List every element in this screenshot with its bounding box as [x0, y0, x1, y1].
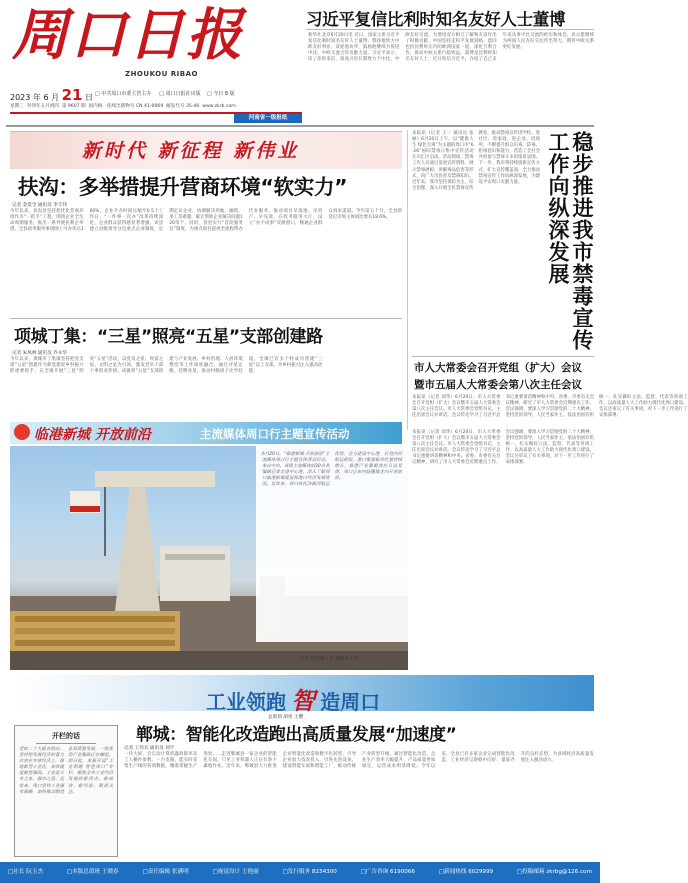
xiangcheng-text: 今年以来，项城市丁集镇坚持把党支部“五星”创建作为抓党建促乡村振兴的重要抓手，在全镇开展“三星”照亮“五星”活动，以党员之星、致富之星、文明之星为引领，激发党员干部干事创业热情。该镇将“五星”支部创建与产业发展、乡村治理、人居环境整治等工作深度融合，通过评星定级、挂牌亮星，推动村级班子比学赶超，全镇已有多个村成功创建“三星”以上支部，为乡村振兴注入强劲动能。	[10, 357, 323, 375]
drug-text: 本报讯（记者 王一 通讯员 张丽）6月20日上午，以“健康人生 绿色无毒”为主题的周口市“6·26”国际禁毒日集中宣传活动在川汇区启动。活动现场，禁毒工作人员通过发放宣传资料、展示禁毒展板、讲解毒品危害等形式，向广大市民普及禁毒知识。近年来，我市坚持预防为主、综合治理，深入开展全民禁毒宣传教育，推动禁毒宣传进学校、进社区、进家庭、进企业、进场所，不断提升群众识毒、防毒、拒毒意识和能力，营造了全社会共同参与禁毒斗争的浓厚氛围。下一步，我市将持续创新宣传方式，扩大宣传覆盖面，全力推动禁毒宣传工作向纵深发展，为建设平安周口贡献力量。	[412, 131, 540, 191]
footer-item-duty-editor: □本版总值班 王晓春	[66, 869, 119, 875]
newspaper-logo: 周口日报	[12, 2, 244, 68]
fugou-headline: 扶沟：多举措提升营商环境“软实力”	[18, 175, 348, 199]
industry-banner	[14, 675, 594, 715]
weekday: 星期三	[10, 104, 24, 109]
footer-item-editor: □责任编辑 张满明	[142, 869, 189, 875]
page-count: □ 今日 8 版	[206, 91, 235, 97]
masthead-info-row-2	[10, 103, 236, 109]
lead-story-text: 新华社北京6月20日电 近日，国家主席习近平复信比利时知名友好人士董博，赞扬他致力中欧友好事业，欢迎他访华，鼓励他继续为促进中比、中欧交流合作贡献力量。习近平表示，读了你的来信，很高兴你长期致力于中比、中欧友好交流，为增进双方相互了解和友谊作出了积极贡献。中国坚持走和平发展道路，愿同包括比利时在内的欧洲国家一道，深化互利合作，推动中欧关系行稳致远。董博是比利时知名友好人士，近日致信习近平，介绍了自己多年来从事中比交流的经历和体会，表示愿继续为两国人民友好交往作出努力，期待中欧关系更好发展。	[308, 33, 594, 63]
footer-item-designer: □视觉设计 王艳丽	[212, 869, 259, 875]
dancheng-text: 一块大屏，会自动计算机器故障率及工人操作参数；一台电脑，能实时采集生产线的各项数据，精准掌握生产进度……走进郸城县一家企业的智能化车间，只见工业机器人正在有条不紊地作业。近年来，郸城县大力推进企业智能化改造和数字化转型，引导企业加大技改投入，引进先进设备，建设智能车间和智能工厂，推动传统产业转型升级。通过智能化改造，企业生产效率大幅提升，产品质量更加稳定，运营成本明显降低。今年以来，全县已有多家企业完成智能化改造，工业经济呈现稳中向好、量质齐升的良好态势，为县域经济高质量发展注入强劲动力。	[124, 752, 594, 770]
column-intro-text: 党的二十大报告指出，坚持把发展经济的着力点放在实体经济上，推进新型工业化，加快建设制造强国。工业是立市之本、强市之基。近年来，周口坚持工业强市战略，加快推动制造业高质量发展，一批优势产业集群正在崛起。即日起，本报开设“工业领跑 智造周口”专栏，聚焦全市工业经济发展的新亮点、新成效、新经验，敬请关注。	[19, 747, 113, 795]
headline-rule	[306, 29, 594, 30]
lunar-date: 癸卯年五月初四	[26, 104, 59, 109]
tagline: 河南省一级报纸	[248, 115, 288, 121]
footer-items	[0, 862, 600, 883]
npc-headline-1: 市人大常委会召开党组（扩大）会议	[414, 362, 582, 374]
npc-text-continued	[412, 430, 594, 658]
masthead-info-row-1	[95, 90, 235, 97]
fugou-text: 今年以来，扶沟县坚持把优化营商环境作为“一把手”工程，围绕企业全生命周期服务，推出一系列便民利企举措。全县政务服务事项网上可办率达100%，企业开办时间压缩至0.5个工作日，“一件事一次办”改革持续深化，企业群众获得感显著增强。该县建立县级领导分包重点企业制度，定期走访企业，协调解决用地、融资、用工等难题，累计帮助企业解决问题120余个。同时，县里实行“首席服务官”制度，为重点项目提供全流程帮办代办服务，推动项目早落地、早投产、早见效。在政务服务大厅，设立“办不成事”反映窗口，畅通企业群众诉求渠道。今年前五个月，全县新登记市场主体同比增长18.6%。	[10, 209, 402, 233]
footer-item-president: □社长 阮玉杰	[8, 869, 44, 875]
port-photo	[10, 446, 408, 670]
footer-item-email: □投稿邮箱 zkrbg@126.com	[516, 869, 592, 875]
column-intro-title: 开栏的话	[36, 731, 96, 744]
lead-headline: 习近平复信比利时知名友好人士董博	[306, 10, 566, 29]
port-credit: 记者 徐启峰 / 文 刘俊涛 / 图	[300, 657, 358, 662]
masthead-bottom-rule	[6, 125, 594, 127]
sponsor: □ 中共周口市委主管主办	[95, 91, 152, 97]
footer-item-advertising: □广告咨询 6190066	[360, 869, 415, 875]
fugou-byline: 记者 金选全 通讯员 李丰伟	[12, 203, 67, 208]
industry-banner-c: 造周口	[320, 690, 381, 714]
industry-banner-a: 工业领跑	[206, 690, 286, 714]
column-divider	[407, 130, 408, 430]
dancheng-headline: 郸城：智能化改造跑出高质量发展“加速度”	[136, 725, 457, 745]
npc-text: 本报讯（记者 刘华）6月20日，市人大常委会召开党组（扩大）会议暨市五届人大常委会第八次主任会议。市人大常委会党组书记、主任出席会议并讲话。会议传达学习了习近平总书记重要讲话精神和中央、省委、市委有关会议精神，研究了市人大常委会近期重点工作。会议强调，要深入学习贯彻党的二十大精神，坚持党的领导、人民当家作主、依法治国有机统一，扎实做好立法、监督、代表等各项工作，以高质量人大工作助力现代化周口建设。会议还审议了有关事项，对下一步工作进行了安排部署。	[412, 395, 688, 419]
port-caption-text: 6月20日，“临港新城 开放前沿”主流媒体周口行主题宣传活动启动。来自中央、省级主流媒体的30余名编辑记者走进中心港，深入了解周口临港新城建设和港口经济发展情况。近年来，周口依托沙颍河航运优势，全力建设中心港，打造内河航运枢纽，港口集装箱吞吐量持续增长，临港产业集聚效应日益显现，周口正由内陆腹地走向开放前沿。	[262, 452, 402, 488]
dancheng-byline: 记者 王伟宾 通讯员 刘宇	[124, 746, 175, 751]
new-era-banner	[10, 131, 402, 169]
date-day: 21	[61, 86, 83, 104]
industry-banner-sub: 总策划 胡勇 王樱	[268, 715, 304, 720]
footer-item-distribution: □发行服务 8234300	[282, 869, 337, 875]
newspaper-pinyin: ZHOUKOU RIBAO	[125, 70, 198, 78]
section-rule-2	[412, 356, 594, 357]
mail-code: 邮发代号 35-46	[166, 104, 200, 109]
port-logo-badge	[14, 424, 30, 440]
issue-date	[10, 86, 93, 104]
issue-number: 第 9607 期	[61, 104, 86, 109]
column-intro-box	[14, 725, 118, 857]
drug-headline: 稳步推进我市禁毒宣传工作向纵深发展	[546, 131, 595, 351]
npc-text-continued-body: 本报讯（记者 刘华）6月20日，市人大常委会召开党组（扩大）会议暨市五届人大常委会第八次主任会议。市人大常委会党组书记、主任出席会议并讲话。会议传达学习了习近平总书记重要讲话精神和中央、省委、市委有关会议精神，研究了市人大常委会近期重点工作。会议强调，要深入学习贯彻党的二十大精神，坚持党的领导、人民当家作主、依法治国有机统一，扎实做好立法、监督、代表等各项工作，以高质量人大工作助力现代化周口建设。会议还审议了有关事项，对下一步工作进行了安排部署。	[412, 430, 594, 466]
xiangcheng-headline: 项城丁集：“三星”照亮“五星”支部创建路	[14, 327, 323, 347]
industry-banner-text	[206, 681, 380, 716]
footer-bar	[0, 862, 600, 883]
port-caption-panel	[256, 446, 408, 642]
industry-banner-b: 智	[291, 686, 316, 715]
new-era-banner-text: 新时代 新征程 新伟业	[82, 140, 300, 162]
xiangcheng-byline: 记者 朱凤林 通讯员 乔永华	[12, 351, 67, 356]
npc-headline-2: 暨市五届人大常委会第八次主任会议	[414, 379, 582, 391]
publisher: □ 周口日报社出版	[159, 91, 201, 97]
publication-code: 国内统一连续出版物号 CN 41-0069	[88, 104, 164, 109]
port-banner-title: 主流媒体周口行主题宣传活动	[200, 427, 350, 441]
date-prefix: 2023 年 6 月	[10, 93, 60, 102]
tagline-badge	[234, 114, 302, 123]
port-logo-text: 临港新城 开放前沿	[34, 427, 151, 443]
section-rule-1	[10, 318, 402, 319]
port-banner	[10, 422, 402, 444]
website: www.zkrb.com	[202, 104, 236, 109]
footer-item-hotline: □新闻热线 6029999	[438, 869, 494, 875]
date-suffix: 日	[85, 93, 94, 102]
